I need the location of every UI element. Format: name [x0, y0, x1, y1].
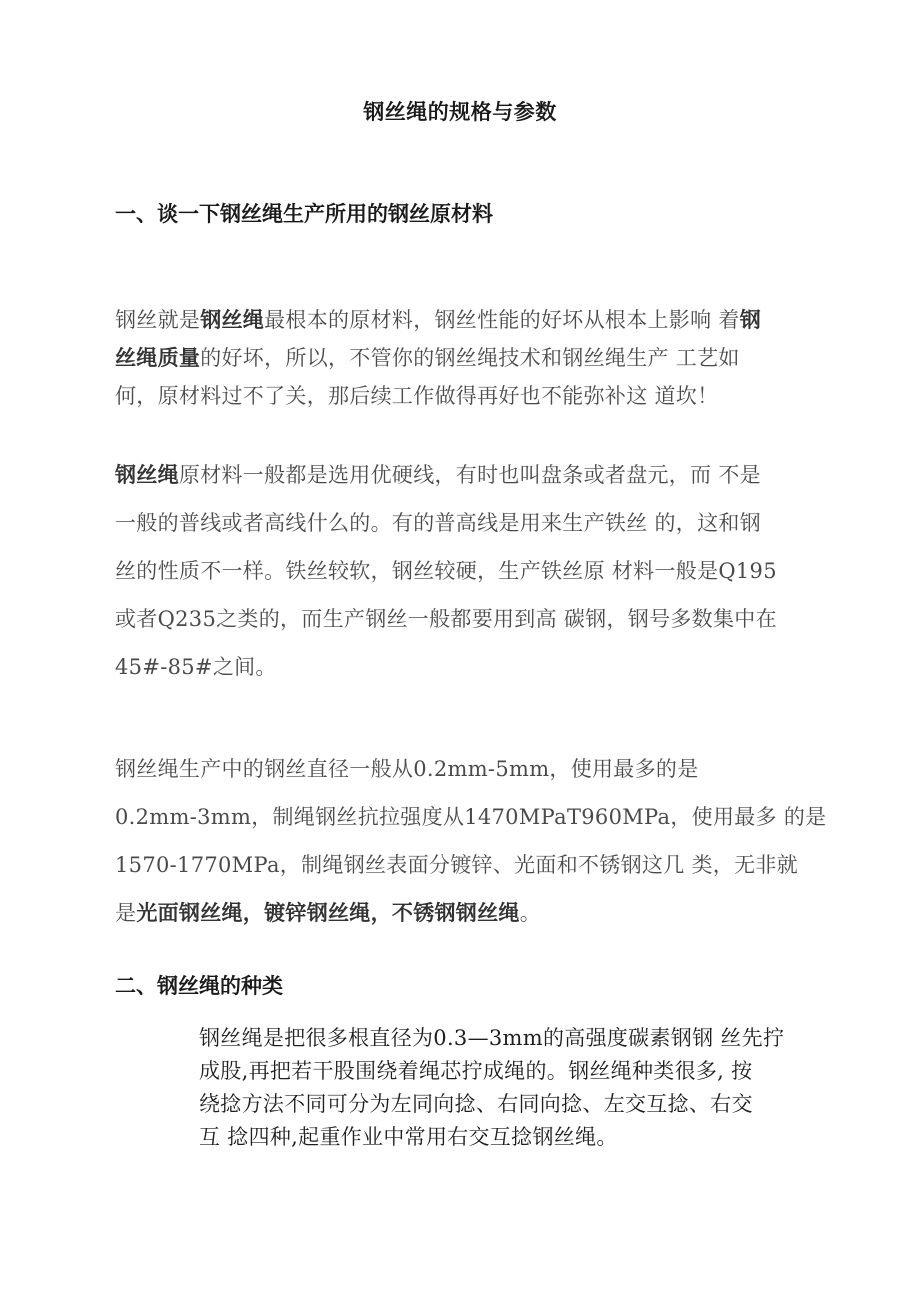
paragraph-line: [115, 451, 815, 499]
paragraph-line: 1570-1770MPa，制绳钢丝表面分镀锌、光面和不锈钢这几 类，无非就: [115, 853, 798, 877]
paragraph-rope-types: [199, 1022, 809, 1154]
text-run: 。: [519, 901, 542, 925]
bold-keyword: 钢丝绳: [200, 308, 265, 332]
text-run: 钢丝就是: [115, 308, 201, 332]
bold-keyword: 光面钢丝绳，镀锌钢丝绳，不锈钢钢丝绳: [136, 901, 520, 925]
bold-keyword: 钢: [739, 308, 761, 332]
paragraph-line: [115, 339, 815, 377]
paragraph-line: 钢丝绳生产中的钢丝直径一般从0.2mm-5mm，使用最多的是: [115, 757, 699, 781]
paragraph-line: 绕捻方法不同可分为左同向捻、右同向捻、左交互捻、右交: [199, 1092, 753, 1116]
paragraph-line: 丝的性质不一样。铁丝较软，钢丝较硬，生产铁丝原 材料一般是Q195: [115, 559, 777, 583]
paragraph-line: 成股,再把若干股围绕着绳芯拧成绳的。钢丝绳种类很多, 按: [199, 1059, 753, 1083]
paragraph-line: 互 捻四种,起重作业中常用右交互捻钢丝绳。: [199, 1125, 618, 1149]
paragraph-line: 钢丝绳是把很多根直径为0.3—3mm的高强度碳素钢钢 丝先拧: [199, 1026, 785, 1050]
bold-keyword: 丝绳质量: [115, 346, 201, 370]
document-title: 钢丝绳的规格与参数: [363, 100, 557, 124]
section-heading-1: 一、谈一下钢丝绳生产所用的钢丝原材料: [115, 202, 493, 226]
paragraph-raw-material-type: [115, 451, 815, 691]
paragraph-line: 何，原材料过不了关，那后续工作做得再好也不能弥补这 道坎！: [115, 384, 719, 408]
paragraph-wire-diameter: [115, 745, 827, 937]
paragraph-line: 或者Q235之类的，而生产钢丝一般都要用到高 碳钢，钢号多数集中在: [115, 607, 777, 631]
paragraph-line: 一般的普线或者高线什么的。有的普高线是用来生产铁丝 的，这和钢: [115, 511, 761, 535]
text-run: 最根本的原材料，钢丝性能的好坏从根本上影响 着: [264, 308, 740, 332]
text-run: 是: [115, 901, 137, 925]
paragraph-line: [115, 889, 815, 937]
text-run: 的好坏，所以，不管你的钢丝绳技术和钢丝绳生产 工艺如: [200, 346, 740, 370]
paragraph-line: 45#-85#之间。: [115, 655, 277, 679]
paragraph-line: [115, 301, 815, 339]
paragraph-raw-material-intro: [115, 301, 815, 415]
text-run: 原材料一般都是选用优硬线，有时也叫盘条或者盘元，而 不是: [178, 463, 761, 487]
paragraph-line: 0.2mm-3mm，制绳钢丝抗拉强度从1470MPaT960MPa，使用最多 的是: [115, 805, 827, 829]
section-heading-2: 二、钢丝绳的种类: [115, 974, 283, 998]
bold-keyword: 钢丝绳: [115, 463, 179, 487]
